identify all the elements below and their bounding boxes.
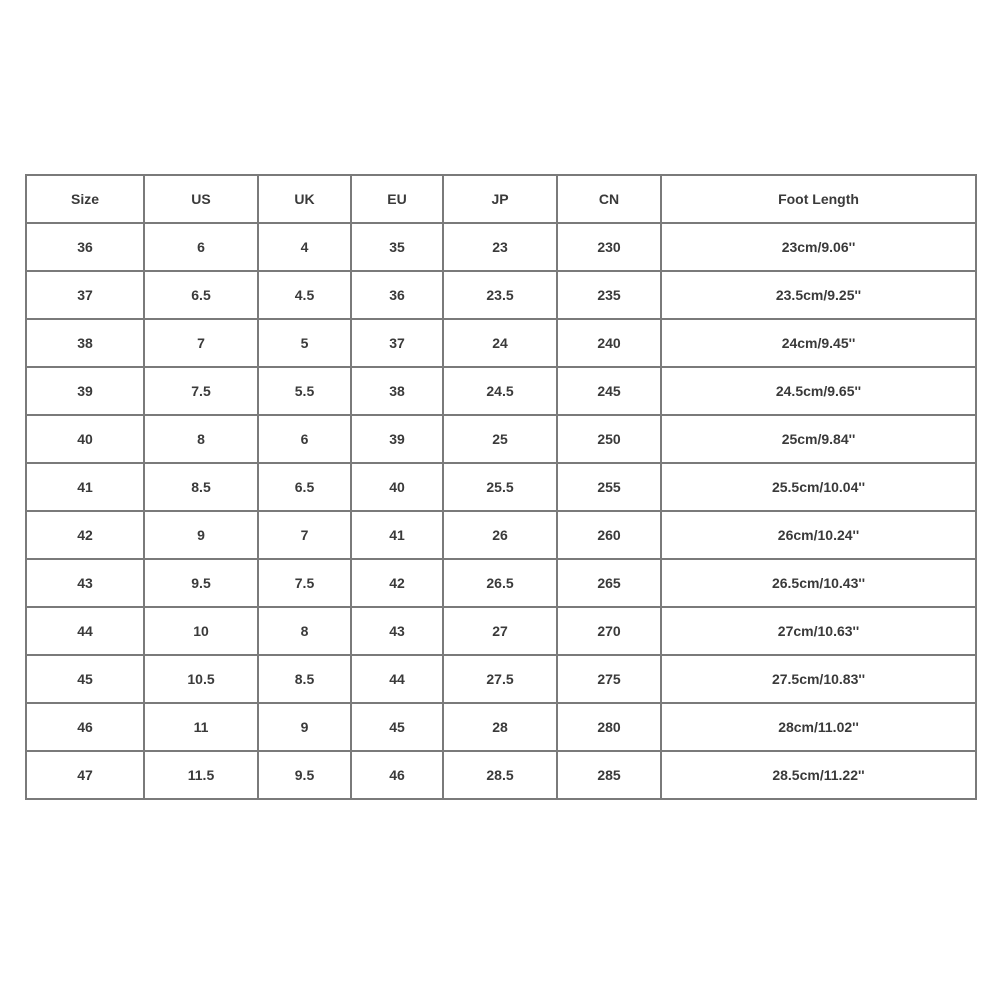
cell-eu: 39 (351, 415, 443, 463)
table-row (26, 511, 976, 559)
table-row (26, 703, 976, 751)
cell-uk: 4 (258, 223, 351, 271)
table-row (26, 223, 976, 271)
header-cell-foot-length: Foot Length (661, 175, 976, 223)
cell-size: 38 (26, 319, 144, 367)
cell-us: 8.5 (144, 463, 258, 511)
cell-uk: 8 (258, 607, 351, 655)
cell-eu: 42 (351, 559, 443, 607)
header-cell-cn: CN (557, 175, 661, 223)
cell-cn: 280 (557, 703, 661, 751)
cell-jp: 25 (443, 415, 557, 463)
cell-us: 6.5 (144, 271, 258, 319)
cell-size: 44 (26, 607, 144, 655)
cell-foot-length: 27cm/10.63'' (661, 607, 976, 655)
cell-eu: 45 (351, 703, 443, 751)
cell-jp: 23.5 (443, 271, 557, 319)
cell-us: 11 (144, 703, 258, 751)
cell-jp: 27.5 (443, 655, 557, 703)
cell-cn: 270 (557, 607, 661, 655)
cell-jp: 26 (443, 511, 557, 559)
size-chart-table (25, 174, 977, 800)
cell-jp: 26.5 (443, 559, 557, 607)
cell-cn: 265 (557, 559, 661, 607)
cell-uk: 9 (258, 703, 351, 751)
cell-jp: 23 (443, 223, 557, 271)
cell-us: 6 (144, 223, 258, 271)
cell-uk: 6 (258, 415, 351, 463)
header-cell-uk: UK (258, 175, 351, 223)
cell-size: 47 (26, 751, 144, 799)
cell-jp: 27 (443, 607, 557, 655)
cell-foot-length: 25cm/9.84'' (661, 415, 976, 463)
cell-foot-length: 24.5cm/9.65'' (661, 367, 976, 415)
cell-eu: 41 (351, 511, 443, 559)
cell-jp: 28.5 (443, 751, 557, 799)
cell-size: 40 (26, 415, 144, 463)
cell-uk: 7.5 (258, 559, 351, 607)
cell-size: 46 (26, 703, 144, 751)
cell-uk: 5 (258, 319, 351, 367)
cell-cn: 230 (557, 223, 661, 271)
table-row (26, 607, 976, 655)
table-row (26, 415, 976, 463)
table-row (26, 751, 976, 799)
table-body (26, 223, 976, 799)
cell-cn: 250 (557, 415, 661, 463)
cell-us: 8 (144, 415, 258, 463)
cell-foot-length: 24cm/9.45'' (661, 319, 976, 367)
cell-eu: 44 (351, 655, 443, 703)
header-cell-size: Size (26, 175, 144, 223)
table-row (26, 271, 976, 319)
cell-uk: 6.5 (258, 463, 351, 511)
cell-foot-length: 27.5cm/10.83'' (661, 655, 976, 703)
cell-eu: 43 (351, 607, 443, 655)
header-row (26, 175, 976, 223)
cell-cn: 255 (557, 463, 661, 511)
cell-foot-length: 26cm/10.24'' (661, 511, 976, 559)
cell-uk: 5.5 (258, 367, 351, 415)
cell-eu: 40 (351, 463, 443, 511)
cell-us: 7 (144, 319, 258, 367)
header-cell-us: US (144, 175, 258, 223)
cell-eu: 38 (351, 367, 443, 415)
cell-size: 36 (26, 223, 144, 271)
cell-cn: 285 (557, 751, 661, 799)
cell-cn: 240 (557, 319, 661, 367)
table-row (26, 463, 976, 511)
cell-uk: 7 (258, 511, 351, 559)
cell-size: 41 (26, 463, 144, 511)
cell-size: 37 (26, 271, 144, 319)
cell-size: 42 (26, 511, 144, 559)
cell-jp: 28 (443, 703, 557, 751)
table-row (26, 319, 976, 367)
table-row (26, 367, 976, 415)
cell-size: 39 (26, 367, 144, 415)
cell-uk: 8.5 (258, 655, 351, 703)
table-row (26, 655, 976, 703)
cell-cn: 235 (557, 271, 661, 319)
cell-foot-length: 25.5cm/10.04'' (661, 463, 976, 511)
cell-cn: 245 (557, 367, 661, 415)
cell-uk: 9.5 (258, 751, 351, 799)
cell-us: 7.5 (144, 367, 258, 415)
cell-eu: 46 (351, 751, 443, 799)
cell-foot-length: 28cm/11.02'' (661, 703, 976, 751)
header-cell-eu: EU (351, 175, 443, 223)
cell-us: 9.5 (144, 559, 258, 607)
cell-eu: 35 (351, 223, 443, 271)
cell-uk: 4.5 (258, 271, 351, 319)
cell-jp: 24.5 (443, 367, 557, 415)
cell-us: 11.5 (144, 751, 258, 799)
cell-size: 45 (26, 655, 144, 703)
cell-jp: 25.5 (443, 463, 557, 511)
cell-foot-length: 23.5cm/9.25'' (661, 271, 976, 319)
header-cell-jp: JP (443, 175, 557, 223)
cell-cn: 275 (557, 655, 661, 703)
cell-foot-length: 23cm/9.06'' (661, 223, 976, 271)
cell-us: 10 (144, 607, 258, 655)
cell-foot-length: 26.5cm/10.43'' (661, 559, 976, 607)
cell-eu: 36 (351, 271, 443, 319)
cell-jp: 24 (443, 319, 557, 367)
cell-us: 9 (144, 511, 258, 559)
cell-foot-length: 28.5cm/11.22'' (661, 751, 976, 799)
cell-size: 43 (26, 559, 144, 607)
cell-eu: 37 (351, 319, 443, 367)
cell-cn: 260 (557, 511, 661, 559)
cell-us: 10.5 (144, 655, 258, 703)
table-row (26, 559, 976, 607)
